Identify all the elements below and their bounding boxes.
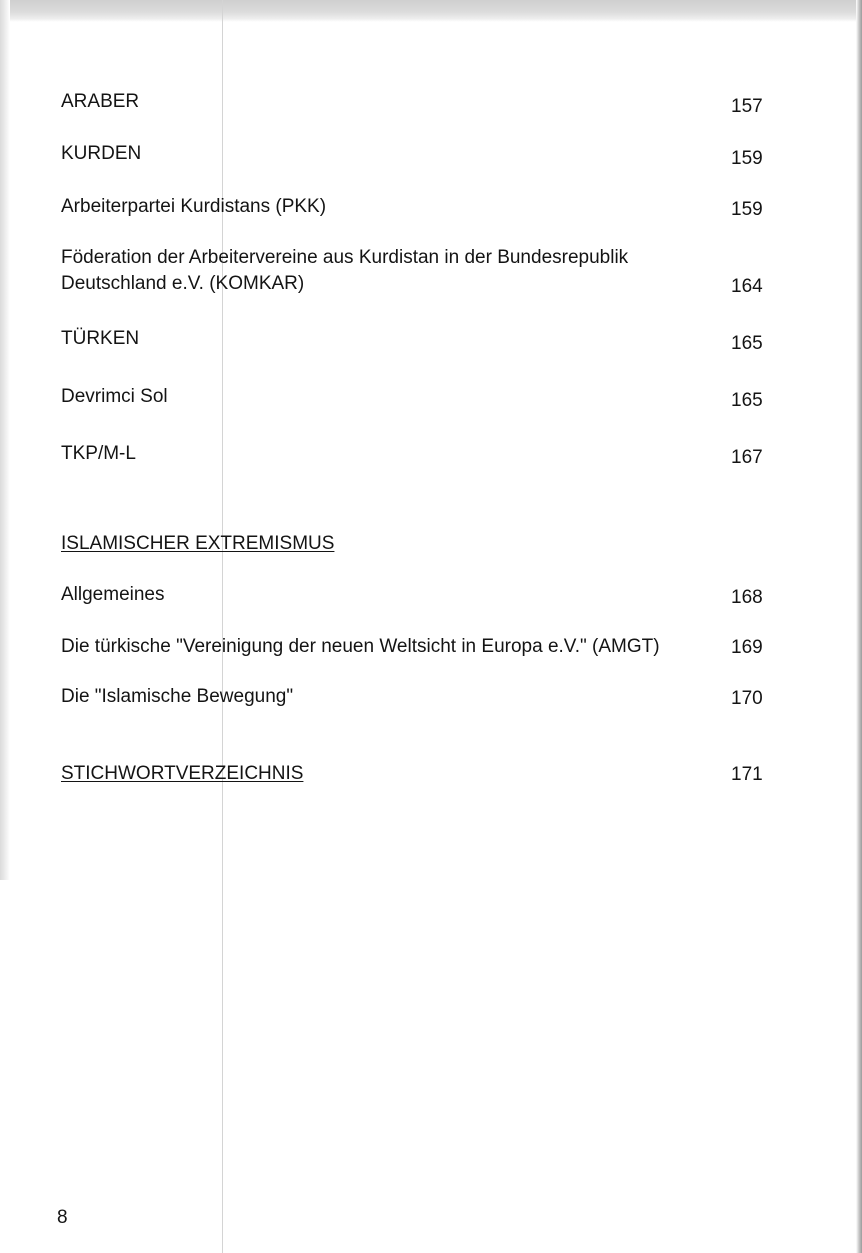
page-number: 8 xyxy=(57,1207,68,1228)
toc-entry-title: KURDEN xyxy=(61,143,142,164)
toc-section-heading: ISLAMISCHER EXTREMISMUS xyxy=(61,533,335,554)
toc-entry-page: 165 xyxy=(731,333,763,354)
toc-section-heading: STICHWORTVERZEICHNIS xyxy=(61,763,304,784)
toc-entry-title: Föderation der Arbeitervereine aus Kurdistan in der Bundesrepublik xyxy=(61,247,629,268)
toc-entry-title: Die türkische "Vereinigung der neuen Weltsicht in Europa e.V." (AMGT) xyxy=(61,636,660,657)
toc-entry-title-continued: Deutschland e.V. (KOMKAR) xyxy=(61,273,305,294)
toc-entry-page: 167 xyxy=(731,447,763,468)
toc-entry-page: 169 xyxy=(731,637,763,658)
toc-entry-title: TKP/M-L xyxy=(61,443,136,464)
toc-entry-page: 170 xyxy=(731,688,763,709)
toc-entry-title: TÜRKEN xyxy=(61,328,140,349)
toc-entry-page: 159 xyxy=(731,148,763,169)
page-fold-line xyxy=(222,0,223,1253)
scan-shadow-right xyxy=(856,0,862,1253)
toc-entry-title: Die "Islamische Bewegung" xyxy=(61,686,294,707)
scan-shadow-left xyxy=(0,0,10,880)
toc-entry-page: 157 xyxy=(731,96,763,117)
scan-shadow-top xyxy=(0,0,862,22)
toc-entry-title: Devrimci Sol xyxy=(61,386,168,407)
toc-entry-title: ARABER xyxy=(61,91,140,112)
toc-entry-page: 165 xyxy=(731,390,763,411)
toc-entry-page: 171 xyxy=(731,764,763,785)
toc-entry-title: Arbeiterpartei Kurdistans (PKK) xyxy=(61,196,327,217)
toc-entry-page: 164 xyxy=(731,276,763,297)
toc-entry-title: Allgemeines xyxy=(61,584,165,605)
toc-entry-page: 168 xyxy=(731,587,763,608)
toc-entry-page: 159 xyxy=(731,199,763,220)
